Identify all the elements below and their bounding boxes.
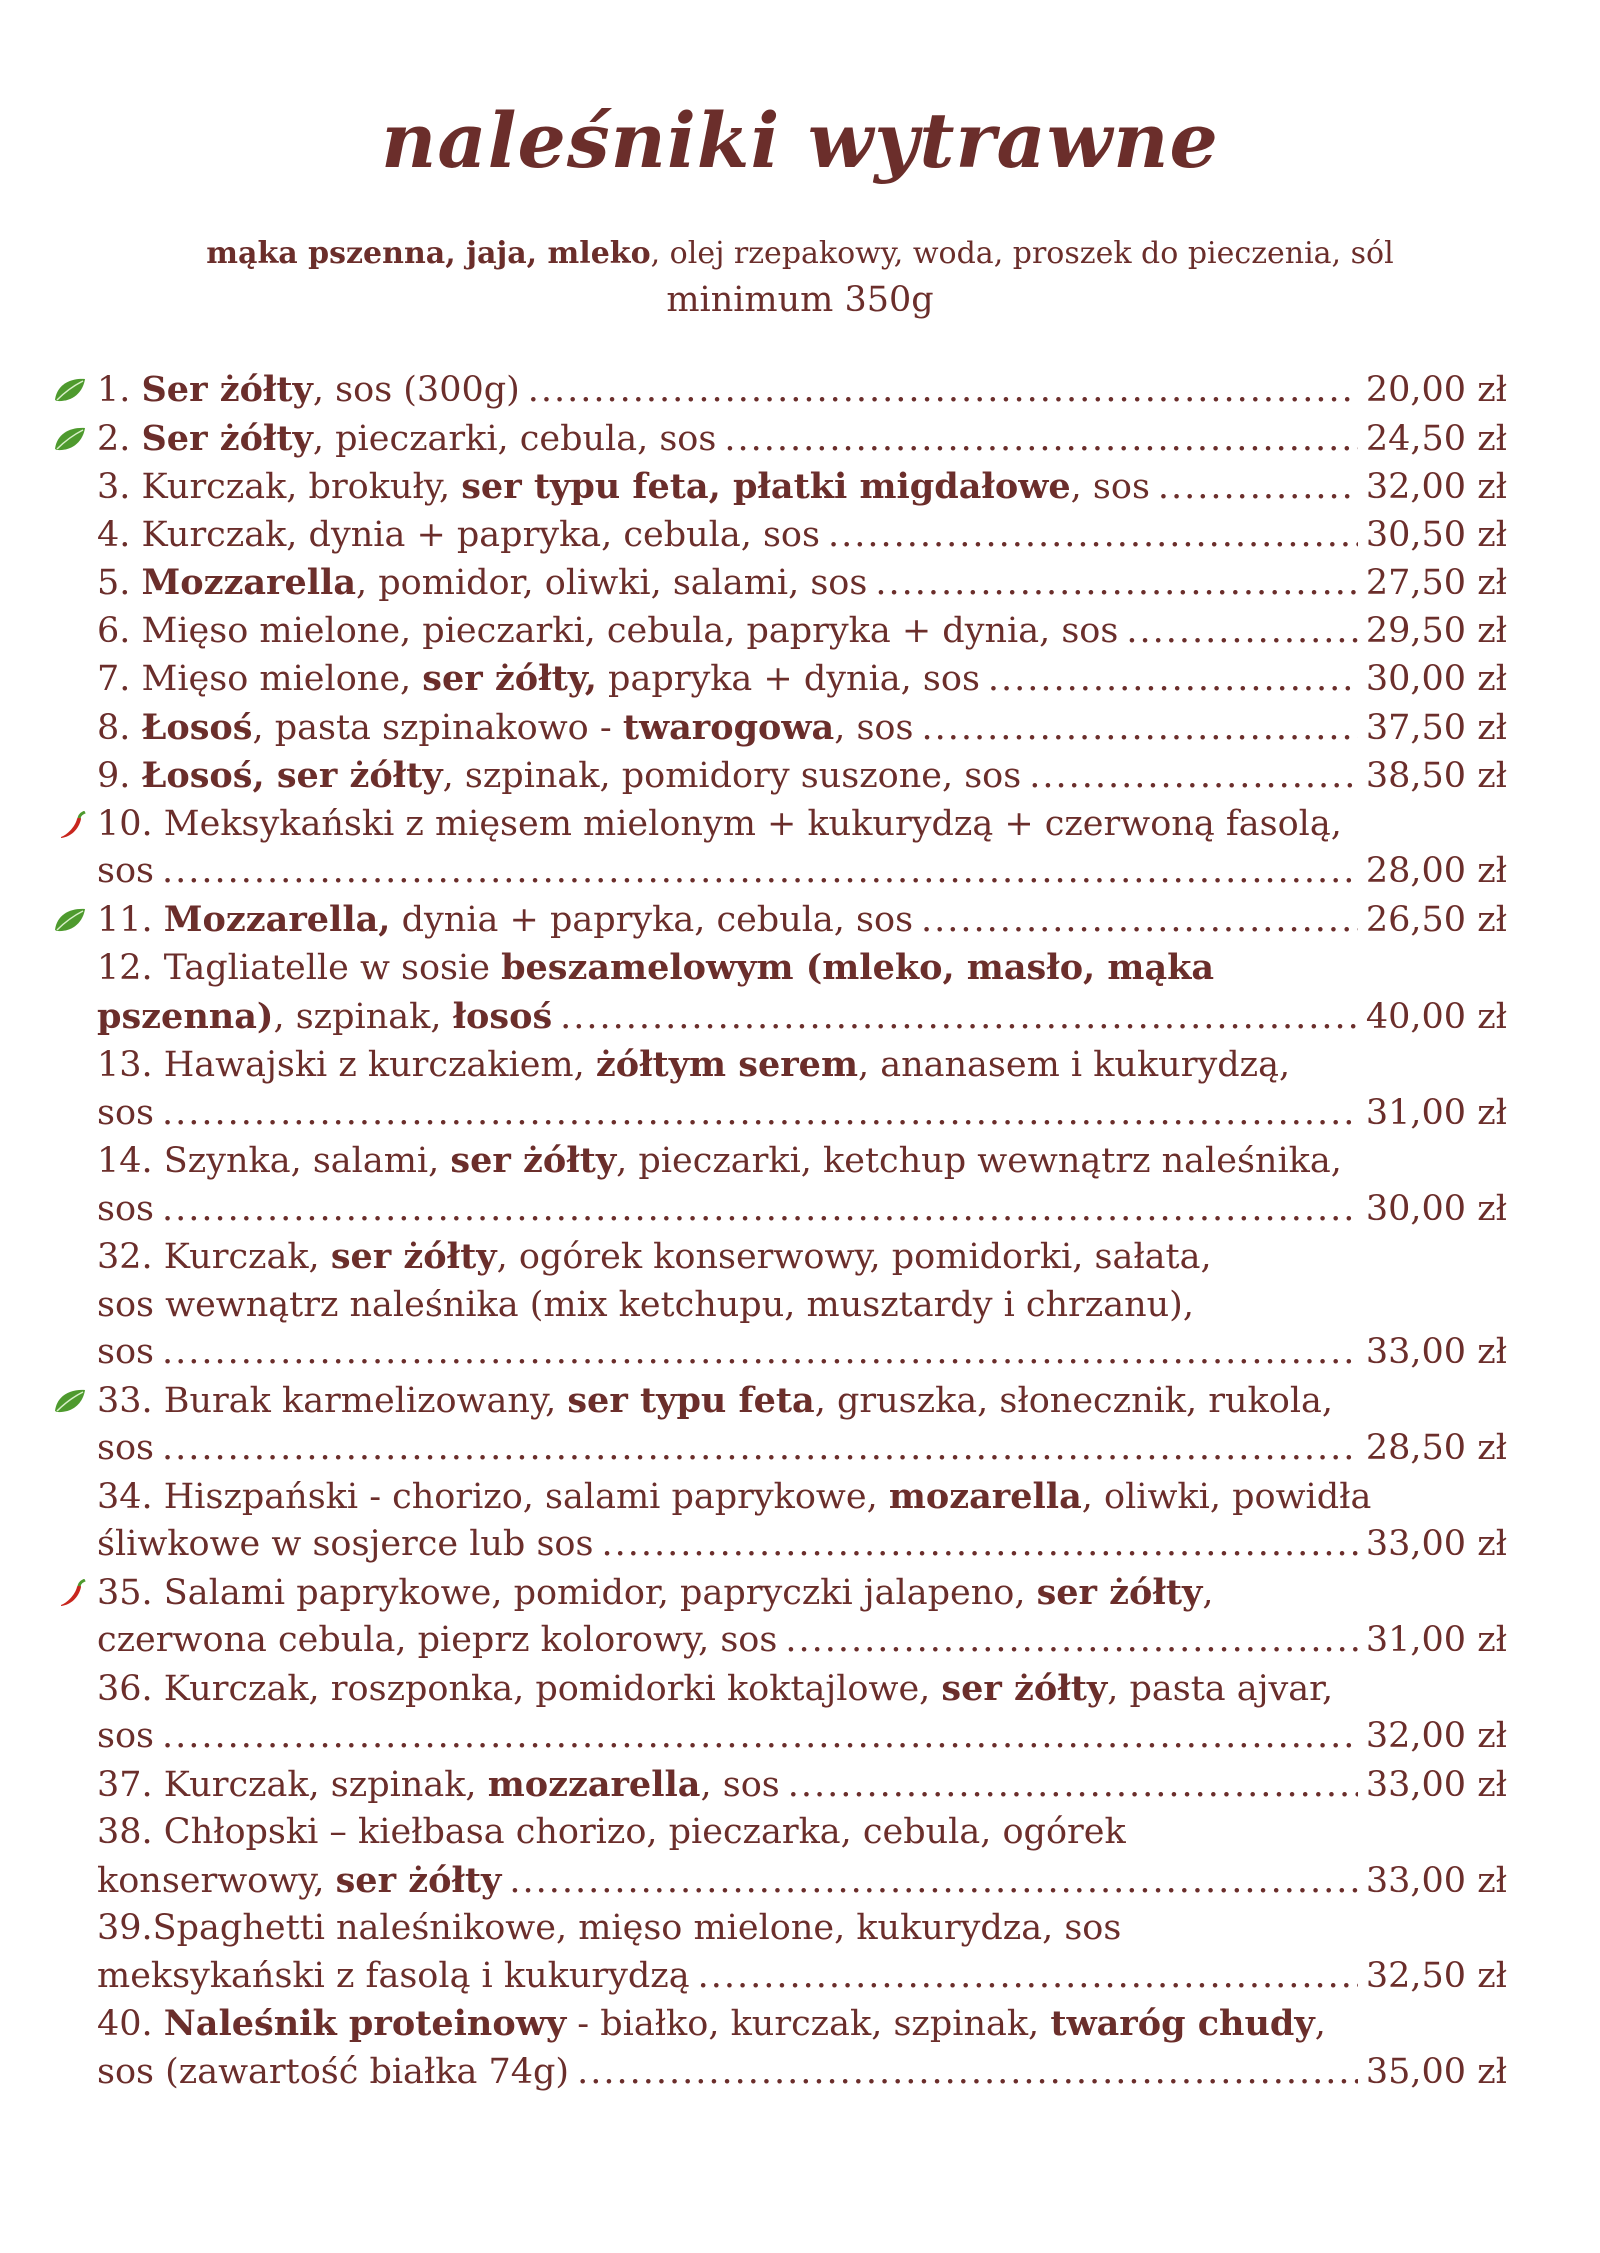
leaf-icon bbox=[53, 425, 87, 453]
item-highlight: Ser żółty bbox=[141, 417, 313, 459]
item-highlight: ser żółty bbox=[335, 1859, 502, 1901]
item-text: 33. Burak karmelizowany, bbox=[97, 1380, 568, 1421]
item-text: śliwkowe w sosjerce lub sos bbox=[97, 1524, 594, 1564]
item-highlight: ser żółty bbox=[450, 1140, 617, 1181]
chili-pepper-icon bbox=[53, 1579, 87, 1607]
menu-item-38 bbox=[97, 1809, 1507, 1905]
item-text: 5. bbox=[97, 563, 142, 603]
dot-leader bbox=[162, 1329, 1358, 1377]
menu-item-36 bbox=[97, 1665, 1507, 1761]
dot-leader bbox=[988, 656, 1358, 704]
item-text: meksykański z fasolą i kukurydzą bbox=[97, 1955, 690, 1996]
item-text: 37. Kurczak, szpinak, bbox=[97, 1764, 488, 1805]
item-text: 36. Kurczak, roszponka, pomidorki koktajlowe, bbox=[97, 1668, 942, 1709]
item-text: 8. bbox=[97, 707, 142, 748]
dot-leader bbox=[162, 1425, 1358, 1473]
item-text: czerwona cebula, pieprz kolorowy, sos bbox=[97, 1620, 778, 1660]
item-price: 33,00 zł bbox=[1365, 1860, 1507, 1901]
item-highlight: ser żółty bbox=[941, 1667, 1108, 1709]
item-highlight: żółtym serem bbox=[595, 1044, 858, 1085]
item-price: 37,50 zł bbox=[1365, 707, 1507, 748]
item-text: sos bbox=[97, 1428, 154, 1468]
dot-leader bbox=[162, 1186, 1358, 1234]
dot-leader bbox=[1029, 753, 1358, 801]
item-price: 33,00 zł bbox=[1365, 1764, 1507, 1805]
item-text: 1. bbox=[97, 370, 142, 410]
item-highlight: ser żółty bbox=[330, 1236, 497, 1277]
item-text: , pomidor, oliwki, salami, sos bbox=[356, 563, 868, 603]
item-text: , sos bbox=[834, 707, 914, 748]
item-text: , gruszka, słonecznik, rukola, bbox=[814, 1380, 1334, 1421]
dot-leader bbox=[788, 1762, 1358, 1810]
item-highlight: ser żółty bbox=[1036, 1571, 1203, 1613]
menu-item-10 bbox=[97, 801, 1507, 896]
item-price: 32,50 zł bbox=[1365, 1955, 1507, 1996]
dot-leader bbox=[724, 416, 1358, 464]
item-highlight: łosoś bbox=[452, 995, 553, 1037]
menu-item-34 bbox=[97, 1473, 1507, 1569]
menu-item-14 bbox=[97, 1137, 1507, 1233]
item-text: dynia + papryka, cebula, sos bbox=[390, 899, 914, 940]
item-highlight: ser typu feta bbox=[567, 1379, 815, 1421]
dot-leader bbox=[1126, 608, 1358, 656]
item-price: 30,50 zł bbox=[1365, 514, 1507, 555]
item-price: 27,50 zł bbox=[1365, 563, 1507, 603]
menu-item-33 bbox=[97, 1377, 1507, 1473]
item-price: 30,00 zł bbox=[1365, 659, 1507, 699]
item-text: 39.Spaghetti naleśnikowe, mięso mielone, kukurydza, sos bbox=[97, 1908, 1122, 1948]
item-price: 30,00 zł bbox=[1365, 1188, 1507, 1229]
item-price: 32,00 zł bbox=[1365, 467, 1507, 507]
item-text: 7. Mięso mielone, bbox=[97, 659, 423, 699]
item-highlight: Mozzarella bbox=[141, 562, 357, 603]
item-highlight: mozzarella bbox=[487, 1763, 701, 1805]
item-price: 35,00 zł bbox=[1365, 2051, 1507, 2092]
menu-item-32 bbox=[97, 1233, 1507, 1377]
menu-item-2 bbox=[97, 415, 1507, 464]
menu-item-4 bbox=[97, 512, 1507, 560]
page-title: naleśniki wytrawne bbox=[381, 96, 1219, 185]
item-text: , sos bbox=[1070, 467, 1150, 507]
menu-item-5 bbox=[97, 559, 1507, 608]
item-text: , pasta ajvar, bbox=[1107, 1668, 1334, 1709]
menu-item-13 bbox=[97, 1041, 1507, 1137]
leaf-icon bbox=[53, 376, 87, 404]
item-text: , pasta szpinakowo - bbox=[252, 707, 623, 748]
item-text: , ananasem i kukurydzą, bbox=[857, 1045, 1291, 1085]
dot-leader bbox=[162, 848, 1358, 896]
leaf-icon bbox=[53, 906, 87, 934]
item-text: 10. Meksykański z mięsem mielonym + kukurydzą + czerwoną fasolą, bbox=[97, 803, 1342, 844]
menu-item-1 bbox=[97, 366, 1507, 415]
item-price: 28,00 zł bbox=[1365, 851, 1507, 891]
item-text: 3. Kurczak, brokuły, bbox=[97, 467, 462, 507]
item-text: sos bbox=[97, 1716, 154, 1756]
dot-leader bbox=[828, 512, 1358, 560]
item-text: 4. Kurczak, dynia + papryka, cebula, sos bbox=[97, 514, 820, 555]
item-highlight: beszamelowym (mleko, masło, mąka bbox=[501, 947, 1215, 988]
dot-leader bbox=[509, 1858, 1357, 1906]
item-text: sos bbox=[97, 1188, 154, 1229]
menu-item-6 bbox=[97, 608, 1507, 656]
base-ingredients-allergens: mąka pszenna, jaja, mleko bbox=[206, 236, 651, 271]
item-text: , ogórek konserwowy, pomidorki, sałata, bbox=[496, 1237, 1212, 1277]
dot-leader bbox=[875, 560, 1358, 608]
item-text: , sos bbox=[700, 1764, 780, 1805]
menu-item-8 bbox=[97, 704, 1507, 753]
item-text: konserwowy, bbox=[97, 1860, 336, 1901]
item-highlight: ser żółty, bbox=[422, 658, 597, 699]
item-text: 13. Hawajski z kurczakiem, bbox=[97, 1045, 596, 1085]
item-text: sos bbox=[97, 851, 154, 891]
item-text: , bbox=[1202, 1572, 1214, 1613]
item-text: , szpinak, bbox=[273, 996, 453, 1037]
item-price: 24,50 zł bbox=[1365, 418, 1507, 459]
item-text: , pieczarki, cebula, sos bbox=[312, 418, 717, 459]
dot-leader bbox=[162, 1713, 1358, 1761]
item-text: 9. bbox=[97, 756, 142, 796]
item-price: 26,50 zł bbox=[1365, 899, 1507, 940]
item-text: 11. bbox=[97, 899, 164, 940]
item-text: 2. bbox=[97, 418, 142, 459]
item-highlight: twarogowa bbox=[622, 706, 835, 748]
dot-leader bbox=[921, 705, 1357, 753]
item-text: 35. Salami paprykowe, pomidor, papryczki jalapeno, bbox=[97, 1572, 1037, 1613]
dot-leader bbox=[601, 1521, 1357, 1569]
item-highlight: Łosoś, ser żółty bbox=[141, 755, 443, 796]
item-highlight: Ser żółty bbox=[141, 369, 313, 410]
item-highlight: ser typu feta, płatki migdałowe bbox=[461, 466, 1071, 507]
item-price: 20,00 zł bbox=[1365, 370, 1507, 410]
dot-leader bbox=[162, 1090, 1358, 1138]
menu-item-37 bbox=[97, 1761, 1507, 1810]
dot-leader bbox=[560, 994, 1358, 1042]
item-text: , bbox=[1314, 2004, 1326, 2044]
item-price: 33,00 zł bbox=[1365, 1332, 1507, 1372]
dot-leader bbox=[921, 897, 1358, 945]
item-text: sos bbox=[97, 1332, 154, 1372]
item-highlight: pszenna) bbox=[97, 995, 274, 1037]
item-text: , szpinak, pomidory suszone, sos bbox=[442, 756, 1022, 796]
item-text: 12. Tagliatelle w sosie bbox=[97, 948, 502, 988]
dot-leader bbox=[785, 1617, 1358, 1665]
item-text: sos bbox=[97, 1092, 154, 1133]
item-price: 38,50 zł bbox=[1365, 756, 1507, 796]
item-text: sos (zawartość białka 74g) bbox=[97, 2051, 570, 2092]
base-ingredients bbox=[0, 236, 1600, 271]
menu-item-39 bbox=[97, 1905, 1507, 2000]
item-price: 29,50 zł bbox=[1365, 610, 1507, 651]
item-text: sos wewnątrz naleśnika (mix ketchupu, musztardy i chrzanu), bbox=[97, 1284, 1194, 1325]
base-ingredients-rest: , olej rzepakowy, woda, proszek do pieczenia, sól bbox=[650, 236, 1394, 271]
item-text: 14. Szynka, salami, bbox=[97, 1141, 451, 1181]
dot-leader bbox=[1158, 464, 1358, 512]
dot-leader bbox=[698, 1953, 1358, 2001]
menu-list bbox=[97, 366, 1507, 2096]
item-price: 31,00 zł bbox=[1365, 1092, 1507, 1133]
item-price: 28,50 zł bbox=[1365, 1428, 1507, 1468]
item-text: 40. bbox=[97, 2004, 164, 2044]
item-text: 6. Mięso mielone, pieczarki, cebula, papryka + dynia, sos bbox=[97, 610, 1119, 651]
item-text: , oliwki, powidła bbox=[1081, 1476, 1372, 1517]
item-text: 34. Hiszpański - chorizo, salami paprykowe, bbox=[97, 1476, 889, 1517]
item-text: papryka + dynia, sos bbox=[596, 659, 980, 699]
menu-item-11 bbox=[97, 896, 1507, 945]
item-text: , pieczarki, ketchup wewnątrz naleśnika, bbox=[616, 1141, 1342, 1181]
menu-item-3 bbox=[97, 463, 1507, 512]
item-price: 31,00 zł bbox=[1365, 1620, 1507, 1660]
menu-item-7 bbox=[97, 655, 1507, 704]
menu-item-40 bbox=[97, 2000, 1507, 2096]
item-price: 32,00 zł bbox=[1365, 1716, 1507, 1756]
item-text: - białko, kurczak, szpinak, bbox=[566, 2004, 1051, 2044]
item-highlight: mozarella bbox=[888, 1475, 1082, 1517]
dot-leader bbox=[577, 2049, 1358, 2097]
item-text: 32. Kurczak, bbox=[97, 1237, 331, 1277]
item-highlight: Łosoś bbox=[141, 706, 253, 748]
menu-item-35 bbox=[97, 1569, 1507, 1665]
item-text: 38. Chłopski – kiełbasa chorizo, pieczarka, cebula, ogórek bbox=[97, 1812, 1126, 1852]
menu-item-12 bbox=[97, 944, 1507, 1041]
item-price: 40,00 zł bbox=[1365, 996, 1507, 1037]
item-text: , sos (300g) bbox=[312, 370, 520, 410]
item-price: 33,00 zł bbox=[1365, 1524, 1507, 1564]
item-highlight: Naleśnik proteinowy bbox=[163, 2003, 567, 2044]
dot-leader bbox=[528, 367, 1358, 415]
menu-item-9 bbox=[97, 752, 1507, 801]
chili-pepper-icon bbox=[53, 811, 87, 839]
leaf-icon bbox=[53, 1387, 87, 1415]
item-highlight: twaróg chudy bbox=[1050, 2003, 1315, 2044]
minimum-weight: minimum 350g bbox=[666, 280, 934, 320]
item-highlight: Mozzarella, bbox=[163, 898, 391, 940]
